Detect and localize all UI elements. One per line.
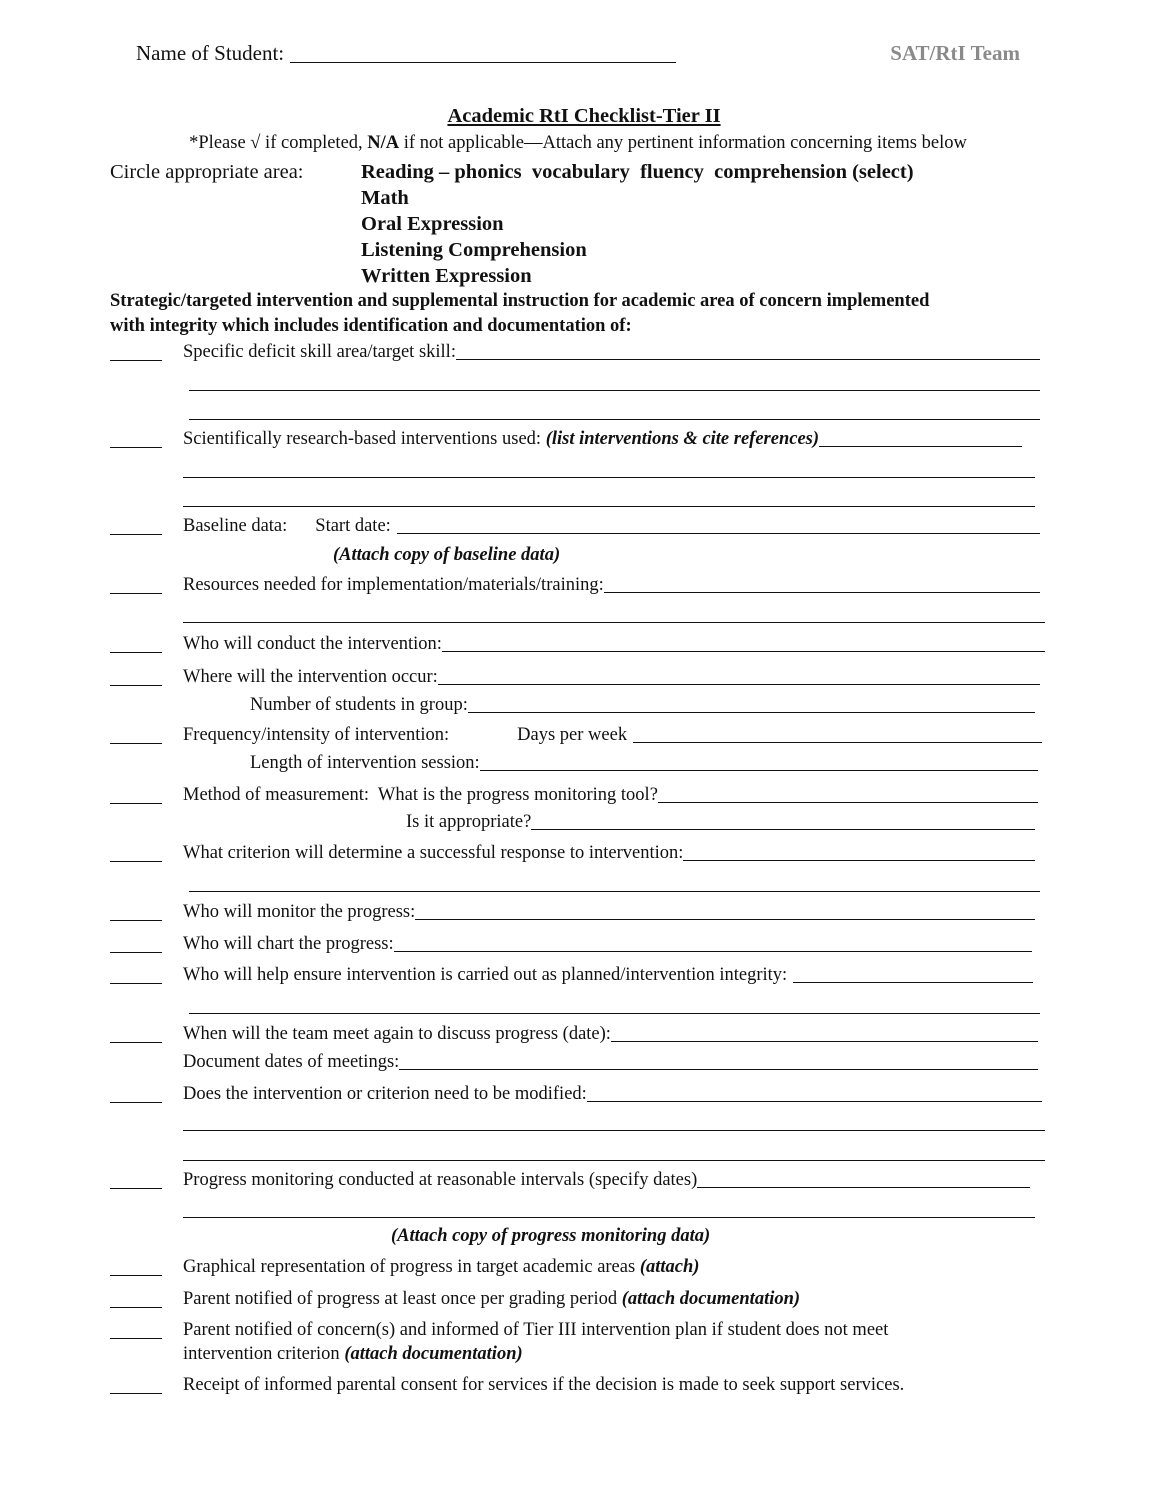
meeting-dates-field[interactable] bbox=[399, 1069, 1038, 1070]
item-label: Baseline data: bbox=[183, 516, 288, 536]
monitor-field[interactable] bbox=[415, 919, 1035, 920]
answer-line[interactable] bbox=[183, 1160, 1045, 1161]
item-consent bbox=[183, 1373, 904, 1397]
answer-line[interactable] bbox=[183, 622, 1045, 623]
area-listening-comprehension[interactable]: Listening Comprehension bbox=[361, 239, 587, 261]
check-blank[interactable] bbox=[110, 952, 162, 953]
answer-line[interactable] bbox=[189, 891, 1040, 892]
item-interventions bbox=[183, 427, 1022, 451]
length-field[interactable] bbox=[480, 770, 1038, 771]
check-blank[interactable] bbox=[110, 534, 162, 535]
check-blank[interactable] bbox=[110, 447, 162, 448]
check-blank[interactable] bbox=[110, 983, 162, 984]
student-name-field[interactable] bbox=[290, 62, 676, 63]
item-label: Progress monitoring conducted at reasonable intervals (specify dates) bbox=[183, 1170, 698, 1190]
answer-line[interactable] bbox=[189, 1013, 1040, 1014]
page-title: Academic RtI Checklist-Tier II bbox=[447, 105, 721, 127]
pm-note: (Attach copy of progress monitoring data) bbox=[391, 1226, 711, 1246]
check-blank[interactable] bbox=[110, 1338, 162, 1339]
item-frequency bbox=[183, 723, 1042, 747]
instructions-text: *Please √ if completed, bbox=[189, 133, 368, 153]
item-graphical bbox=[183, 1255, 699, 1279]
item-note: (list interventions & cite references) bbox=[545, 429, 820, 449]
area-written-expression[interactable]: Written Expression bbox=[361, 265, 532, 287]
resources-field[interactable] bbox=[604, 592, 1040, 593]
item-criterion bbox=[183, 841, 1035, 865]
item-modified bbox=[183, 1082, 1042, 1106]
item-label: Specific deficit skill area/target skill: bbox=[183, 342, 456, 362]
meet-again-field[interactable] bbox=[611, 1041, 1038, 1042]
item-parent-concern-cont bbox=[183, 1342, 523, 1366]
method-field[interactable] bbox=[658, 802, 1038, 803]
intro-line-2: with integrity which includes identification and documentation of: bbox=[110, 316, 632, 336]
item-note: (attach documentation) bbox=[344, 1344, 523, 1364]
check-blank[interactable] bbox=[110, 593, 162, 594]
check-blank[interactable] bbox=[110, 743, 162, 744]
item-chart bbox=[183, 932, 1032, 956]
answer-line[interactable] bbox=[189, 419, 1040, 420]
item-note: (attach documentation) bbox=[621, 1289, 801, 1309]
item-baseline bbox=[183, 514, 1040, 538]
check-blank[interactable] bbox=[110, 1042, 162, 1043]
item-label: Frequency/intensity of intervention: bbox=[183, 725, 450, 745]
who-conduct-field[interactable] bbox=[442, 651, 1045, 652]
check-blank[interactable] bbox=[110, 861, 162, 862]
answer-line[interactable] bbox=[183, 1217, 1035, 1218]
check-blank[interactable] bbox=[110, 685, 162, 686]
item-label: Who will chart the progress: bbox=[183, 934, 394, 954]
item-label: Is it appropriate? bbox=[406, 812, 532, 832]
item-length bbox=[250, 751, 1038, 775]
item-label: Number of students in group: bbox=[250, 695, 468, 715]
item-label: Scientifically research-based interventions used: bbox=[183, 429, 546, 449]
where-field[interactable] bbox=[438, 684, 1040, 685]
item-label: Document dates of meetings: bbox=[183, 1052, 400, 1072]
integrity-field[interactable] bbox=[793, 982, 1033, 983]
baseline-note: (Attach copy of baseline data) bbox=[333, 545, 561, 565]
item-label: Parent notified of concern(s) and informed of Tier III intervention plan if student does not meet bbox=[183, 1320, 889, 1340]
area-reading[interactable]: Reading – phonics vocabulary fluency comprehension (select) bbox=[361, 161, 914, 183]
item-method bbox=[183, 783, 1038, 807]
intro-line-1: Strategic/targeted intervention and supplemental instruction for academic area of concern implemented bbox=[110, 291, 930, 311]
answer-line[interactable] bbox=[189, 390, 1040, 391]
check-blank[interactable] bbox=[110, 1307, 162, 1308]
instructions bbox=[0, 131, 1156, 155]
item-label: Graphical representation of progress in target academic areas bbox=[183, 1257, 640, 1277]
item-label: What criterion will determine a successful response to intervention: bbox=[183, 843, 684, 863]
check-blank[interactable] bbox=[110, 803, 162, 804]
interventions-field[interactable] bbox=[819, 446, 1022, 447]
chart-field[interactable] bbox=[394, 951, 1032, 952]
criterion-field[interactable] bbox=[683, 860, 1035, 861]
answer-line[interactable] bbox=[183, 1130, 1045, 1131]
item-parent-concern bbox=[183, 1318, 888, 1342]
item-deficit bbox=[183, 340, 1040, 364]
answer-line[interactable] bbox=[183, 477, 1035, 478]
num-students-field[interactable] bbox=[468, 712, 1035, 713]
item-label: Does the intervention or criterion need to be modified: bbox=[183, 1084, 587, 1104]
item-where bbox=[183, 665, 1040, 689]
item-label: Who will monitor the progress: bbox=[183, 902, 416, 922]
circle-area-label: Circle appropriate area: bbox=[110, 161, 304, 183]
team-label: SAT/RtI Team bbox=[890, 41, 1020, 65]
item-integrity bbox=[183, 963, 1033, 987]
instructions-text-2: if not applicable—Attach any pertinent information concerning items below bbox=[399, 133, 967, 153]
days-per-week-label: Days per week bbox=[517, 725, 628, 745]
student-name-label: Name of Student: bbox=[136, 41, 285, 65]
na-label: N/A bbox=[367, 133, 400, 153]
check-blank[interactable] bbox=[110, 920, 162, 921]
item-note: (attach) bbox=[639, 1257, 700, 1277]
days-per-week-field[interactable] bbox=[633, 742, 1042, 743]
item-label: Method of measurement: What is the progress monitoring tool? bbox=[183, 785, 658, 805]
appropriate-field[interactable] bbox=[531, 829, 1035, 830]
start-date-label: Start date: bbox=[315, 516, 391, 536]
item-meeting-dates bbox=[183, 1050, 1038, 1074]
check-blank[interactable] bbox=[110, 652, 162, 653]
item-pm-intervals bbox=[183, 1168, 1030, 1192]
item-parent-progress bbox=[183, 1287, 800, 1311]
start-date-field[interactable] bbox=[397, 533, 1040, 534]
item-label: Who will conduct the intervention: bbox=[183, 634, 442, 654]
pm-intervals-field[interactable] bbox=[697, 1187, 1030, 1188]
item-label: Receipt of informed parental consent for services if the decision is made to seek support services. bbox=[183, 1375, 905, 1395]
modified-field[interactable] bbox=[587, 1101, 1042, 1102]
check-blank[interactable] bbox=[110, 1393, 162, 1394]
item-label: When will the team meet again to discuss progress (date): bbox=[183, 1024, 611, 1044]
area-math[interactable]: Math bbox=[361, 187, 409, 209]
answer-line[interactable] bbox=[183, 506, 1035, 507]
deficit-field[interactable] bbox=[456, 359, 1040, 360]
item-resources bbox=[183, 573, 1040, 597]
item-appropriate bbox=[406, 810, 1035, 834]
area-oral-expression[interactable]: Oral Expression bbox=[361, 213, 504, 235]
title-row bbox=[0, 104, 1156, 128]
item-label: Who will help ensure intervention is carried out as planned/intervention integrity: bbox=[183, 965, 788, 985]
item-num-students bbox=[250, 693, 1035, 717]
check-blank[interactable] bbox=[110, 1188, 162, 1189]
check-blank[interactable] bbox=[110, 1275, 162, 1276]
check-blank[interactable] bbox=[110, 360, 162, 361]
item-monitor bbox=[183, 900, 1035, 924]
item-meet-again bbox=[183, 1022, 1038, 1046]
item-label: Where will the intervention occur: bbox=[183, 667, 438, 687]
check-blank[interactable] bbox=[110, 1102, 162, 1103]
item-label: intervention criterion bbox=[183, 1344, 345, 1364]
item-label: Length of intervention session: bbox=[250, 753, 480, 773]
item-label: Parent notified of progress at least once per grading period bbox=[183, 1289, 622, 1309]
item-label: Resources needed for implementation/materials/training: bbox=[183, 575, 604, 595]
item-who-conduct bbox=[183, 632, 1045, 656]
student-name-row bbox=[136, 41, 676, 65]
